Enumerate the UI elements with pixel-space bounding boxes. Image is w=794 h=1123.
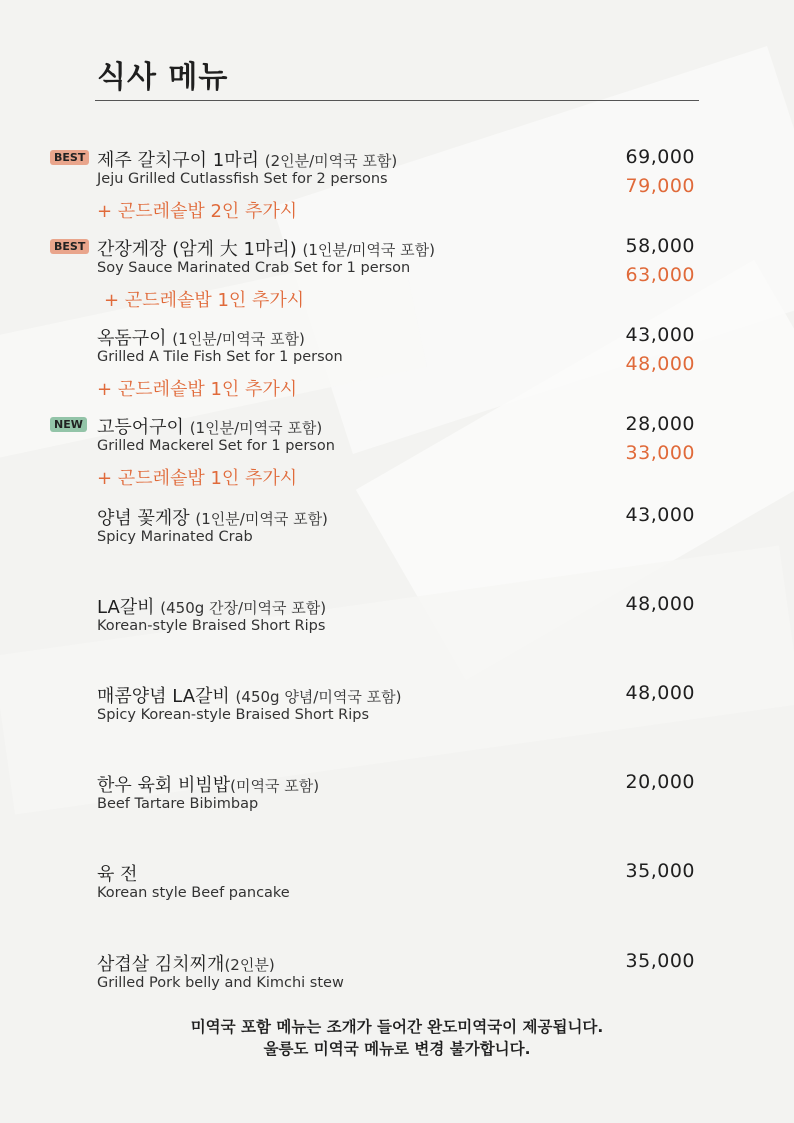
footer-note	[0, 1016, 794, 1060]
menu-item-english-name: Spicy Marinated Crab	[97, 529, 253, 545]
menu-item	[0, 324, 794, 404]
menu-item-english-name: Spicy Korean-style Braised Short Rips	[97, 707, 370, 723]
menu-item-addon: + 곤드레솥밥 2인 추가시	[97, 201, 298, 222]
menu-item-addon-price: 33,000	[625, 442, 695, 464]
menu-item-detail: (1인분/미역국 포함)	[195, 510, 328, 528]
menu-item-price: 28,000	[625, 413, 695, 435]
menu-item-english-name: Beef Tartare Bibimbap	[97, 796, 259, 812]
menu-item-addon-price: 79,000	[625, 175, 695, 197]
menu-item-english-name: Korean-style Braised Short Rips	[97, 618, 326, 634]
menu-item-addon: + 곤드레솥밥 1인 추가시	[104, 290, 305, 311]
menu-item-english-name: Grilled A Tile Fish Set for 1 person	[97, 349, 343, 365]
menu-item-price: 48,000	[625, 682, 695, 704]
menu-item-english-name: Jeju Grilled Cutlassfish Set for 2 persons	[97, 171, 388, 187]
menu-item-name: 제주 갈치구이 1마리 (2인분/미역국 포함)	[97, 150, 398, 171]
menu-item	[0, 413, 794, 493]
menu-item-detail: (2인분/미역국 포함)	[264, 152, 398, 170]
menu-item-detail: (2인분)	[224, 956, 275, 974]
menu-item	[0, 682, 794, 762]
menu-item-price: 48,000	[625, 593, 695, 615]
menu-item-english-name: Grilled Mackerel Set for 1 person	[97, 438, 335, 454]
menu-item-name: 고등어구이 (1인분/미역국 포함)	[97, 417, 323, 438]
menu-item-english-name: Korean style Beef pancake	[97, 885, 290, 901]
menu-item-price: 43,000	[625, 504, 695, 526]
menu-item	[0, 146, 794, 226]
menu-item-name: 한우 육회 비빔밥(미역국 포함)	[97, 775, 320, 796]
footer-note-line: 울릉도 미역국 메뉴로 변경 불가합니다.	[263, 1040, 531, 1058]
menu-item-addon-price: 63,000	[625, 264, 695, 286]
menu-item-detail: (1인분/미역국 포함)	[302, 241, 436, 259]
menu-item-detail: (1인분/미역국 포함)	[172, 330, 305, 348]
menu-item-name: 육 전	[97, 864, 138, 885]
menu-item-detail: (450g 양념/미역국 포함)	[235, 688, 402, 706]
menu-item-price: 58,000	[625, 235, 695, 257]
menu-item-price: 43,000	[625, 324, 695, 346]
menu-item-addon-price: 48,000	[625, 353, 695, 375]
menu-item-name: 매콤양념 LA갈비 (450g 양념/미역국 포함)	[97, 686, 402, 707]
menu-item-price: 69,000	[625, 146, 695, 168]
menu-item-detail: (450g 간장/미역국 포함)	[160, 599, 327, 617]
menu-item-addon: + 곤드레솥밥 1인 추가시	[97, 379, 298, 400]
menu-item	[0, 860, 794, 940]
menu-item-name: 삼겹살 김치찌개(2인분)	[97, 954, 275, 975]
menu-item	[0, 235, 794, 315]
menu-item-name: 옥돔구이 (1인분/미역국 포함)	[97, 328, 305, 349]
menu-item-detail: (1인분/미역국 포함)	[189, 419, 323, 437]
menu-item-detail: (미역국 포함)	[230, 777, 320, 795]
page-title: 식사 메뉴	[97, 60, 229, 95]
menu-item-english-name: Soy Sauce Marinated Crab Set for 1 person	[97, 260, 411, 276]
menu-item-name: 간장게장 (암게 大 1마리) (1인분/미역국 포함)	[97, 239, 436, 260]
menu-item-name: 양념 꽃게장 (1인분/미역국 포함)	[97, 508, 328, 529]
footer-note-line: 미역국 포함 메뉴는 조개가 들어간 완도미역국이 제공됩니다.	[190, 1018, 604, 1036]
menu-item-addon: + 곤드레솥밥 1인 추가시	[97, 468, 298, 489]
menu-item-price: 20,000	[625, 771, 695, 793]
menu-item-english-name: Grilled Pork belly and Kimchi stew	[97, 975, 344, 991]
menu-item	[0, 504, 794, 584]
menu-item	[0, 593, 794, 673]
best-badge: BEST	[50, 239, 89, 254]
menu-item-price: 35,000	[625, 860, 695, 882]
menu-item-name: LA갈비 (450g 간장/미역국 포함)	[97, 597, 327, 618]
title-divider	[95, 100, 699, 101]
new-badge: NEW	[50, 417, 87, 432]
menu-item	[0, 771, 794, 851]
best-badge: BEST	[50, 150, 89, 165]
menu-item-price: 35,000	[625, 950, 695, 972]
